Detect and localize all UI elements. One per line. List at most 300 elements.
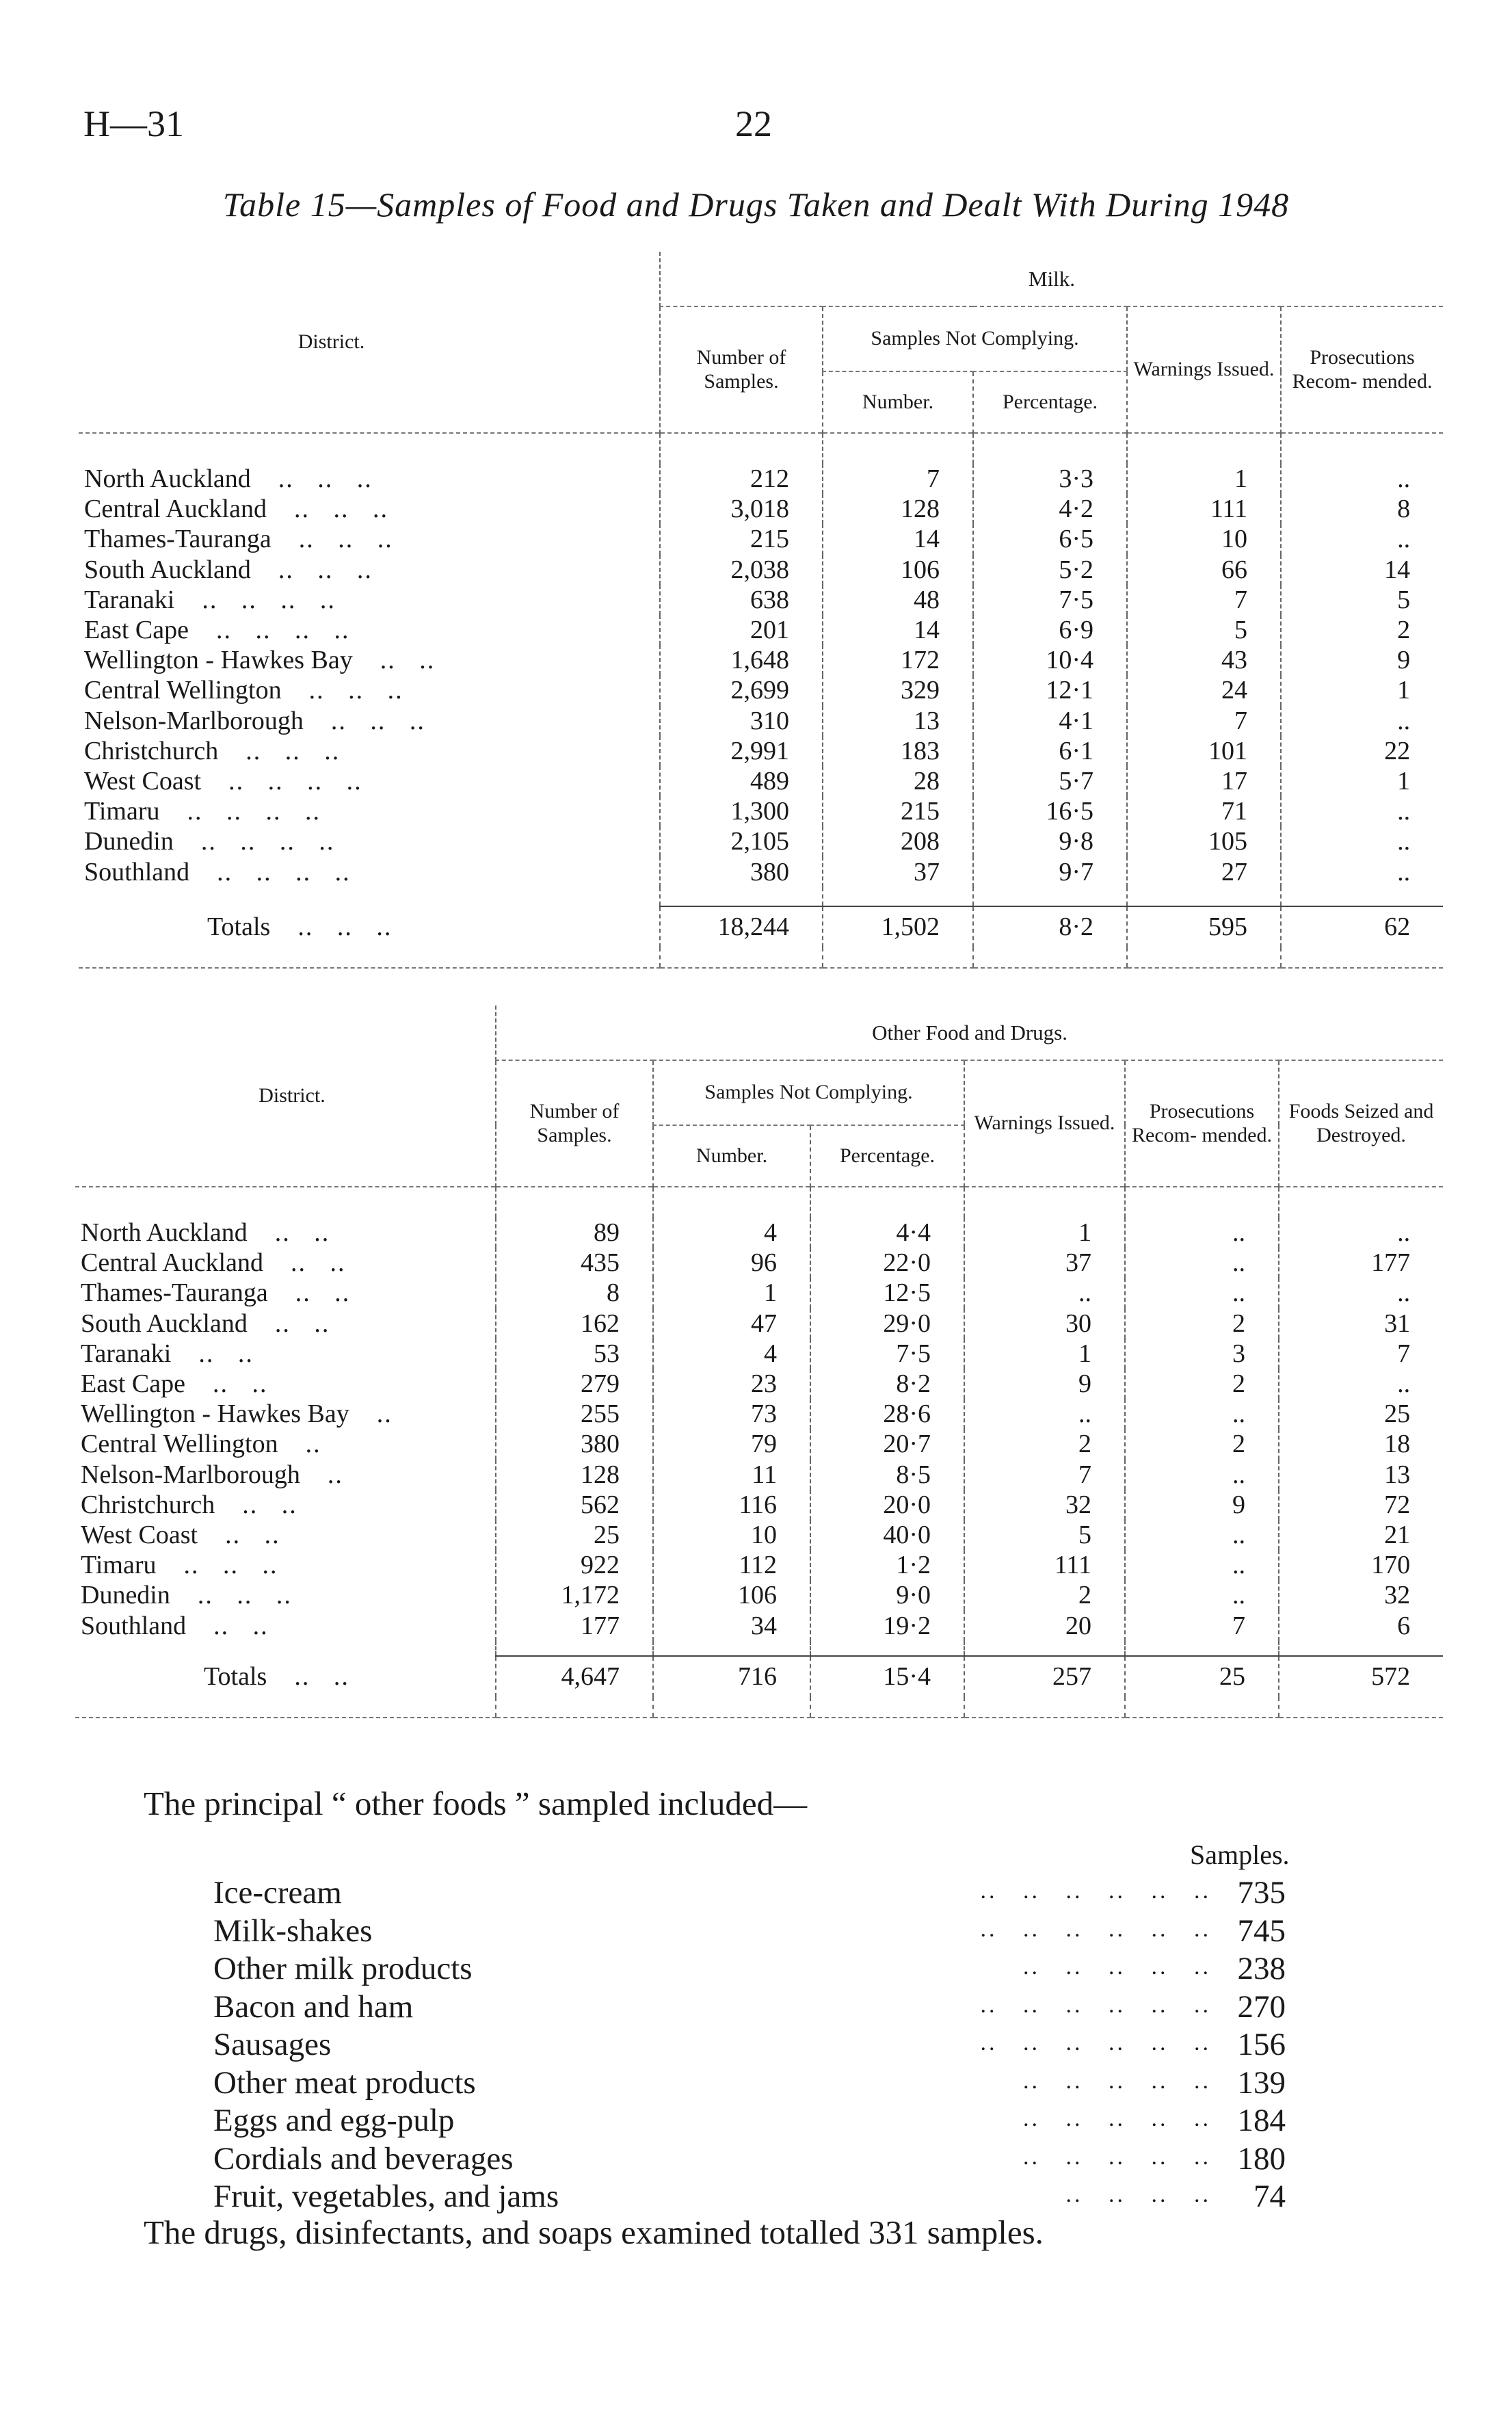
foods-seized-cell: 177 [1279,1248,1443,1278]
prosecutions-cell: 9 [1281,645,1443,675]
district-cell [79,796,660,826]
district-name: Central Auckland [81,1248,263,1278]
leader-dots: .. .. [225,1520,280,1549]
table-row [75,1580,1443,1610]
foods-seized-cell: .. [1279,1369,1443,1399]
leader-dots: .. .. [295,1278,351,1308]
number-cell: 23 [653,1369,810,1399]
district-cell [79,856,660,886]
district-cell [75,1399,496,1429]
foods-seized-cell: 32 [1279,1580,1443,1610]
milk-table-header [79,252,1443,433]
percentage-cell: 1·2 [810,1550,964,1580]
district-name: Timaru [84,797,160,826]
samples-cell: 177 [496,1610,653,1640]
table-row [75,1369,1443,1399]
totals-label: Totals [204,1661,267,1691]
number-cell: 28 [823,766,973,796]
samples-cell: 380 [496,1429,653,1459]
leader-dots: .. .. .. .. [202,585,336,614]
prosecutions-cell: .. [1125,1520,1279,1550]
leader-dots: .. .. .. [278,555,373,584]
leader-dots: .. .. .. .. [217,857,351,886]
foods-seized-cell: 21 [1279,1520,1443,1550]
food-label: Bacon and ham [213,1988,414,2025]
district-name: Southland [84,857,190,886]
table-row [75,1218,1443,1248]
leader-dots: .. .. .. .. .. .. [980,1992,1211,2018]
prosecutions-cell: 2 [1281,615,1443,645]
leader-dots: .. .. [290,1248,346,1278]
warnings-cell: 2 [964,1580,1125,1610]
warnings-cell: .. [964,1278,1125,1308]
district-name: South Auckland [81,1309,248,1338]
district-cell [75,1550,496,1580]
totals-label: Totals [207,912,271,941]
leader-dots: .. .. .. [293,495,388,524]
col-samples-not-complying: Samples Not Complying. [823,306,1127,371]
food-label: Fruit, vegetables, and jams [213,2179,559,2214]
leader-dots: .. .. .. [246,736,341,765]
number-cell: 128 [823,494,973,524]
list-item [0,1913,1512,1950]
warnings-cell: 71 [1127,796,1281,826]
sample-count: 180 [1237,2140,1286,2177]
number-cell: 329 [823,675,973,705]
prosecutions-cell: 1 [1281,766,1443,796]
list-item [0,1988,1512,2026]
district-cell [75,1218,496,1248]
table-row [79,675,1443,705]
district-cell [79,524,660,554]
samples-cell: 1,648 [660,645,823,675]
totals-warnings-cell: 257 [964,1656,1125,1697]
district-cell [75,1369,496,1399]
col-number: Number. [653,1125,810,1187]
leader-dots: .. .. .. .. [216,616,350,645]
table-row [79,796,1443,826]
percentage-cell: 8·5 [810,1460,964,1490]
samples-cell: 3,018 [660,494,823,524]
totals-prosecutions-cell: 62 [1281,906,1443,947]
district-name: Wellington - Hawkes Bay [84,646,353,675]
other-food-table [75,1006,1443,1718]
percentage-cell: 4·4 [810,1218,964,1248]
percentage-cell: 20·0 [810,1490,964,1520]
foods-seized-cell: 170 [1279,1550,1443,1580]
district-cell [75,1429,496,1459]
table-row [79,826,1443,856]
samples-cell: 215 [660,524,823,554]
district-name: Wellington - Hawkes Bay [81,1399,349,1429]
warnings-cell: 30 [964,1309,1125,1339]
warnings-cell: 24 [1127,675,1281,705]
food-label: Eggs and egg-pulp [213,2103,455,2138]
warnings-cell: 7 [1127,585,1281,615]
leader-dots: .. .. .. .. [187,797,321,826]
table-row [79,524,1443,554]
number-cell: 208 [823,826,973,856]
foods-seized-cell: 6 [1279,1610,1443,1640]
foods-seized-cell: 25 [1279,1399,1443,1429]
warnings-cell: 7 [1127,706,1281,736]
totals-percentage-cell: 8·2 [973,906,1127,947]
samples-cell: 380 [660,856,823,886]
prosecutions-cell: .. [1125,1580,1279,1610]
prosecutions-cell: 3 [1125,1339,1279,1369]
table-row [75,1278,1443,1308]
col-samples-not-complying: Samples Not Complying. [653,1060,964,1125]
samples-cell: 1,172 [496,1580,653,1610]
milk-table-body [79,433,1443,968]
sample-count: 238 [1237,1951,1286,1986]
leader-dots: .. .. .. [308,676,403,705]
foods-seized-cell: 7 [1279,1339,1443,1369]
district-name: Central Wellington [84,676,282,705]
warnings-cell: 111 [1127,494,1281,524]
food-label: Ice-cream [213,1875,342,1910]
samples-column-header: Samples. [1190,1839,1290,1870]
samples-cell: 89 [496,1218,653,1248]
totals-row [79,906,1443,947]
samples-cell: 212 [660,464,823,494]
district-cell [75,1656,496,1697]
district-name: Christchurch [81,1490,215,1519]
leader-dots: .. .. .. [297,912,393,941]
prosecutions-cell: .. [1281,524,1443,554]
col-foods-seized: Foods Seized and Destroyed. [1279,1060,1443,1187]
col-number-of-samples: Number of Samples. [496,1060,653,1187]
percentage-cell: 6·1 [973,736,1127,766]
table-caption: Table 15—Samples of Food and Drugs Taken and Dealt With During 1948 [222,185,1290,224]
prosecutions-cell: 14 [1281,555,1443,585]
district-cell [79,826,660,856]
sample-count: 735 [1237,1875,1286,1910]
leader-dots: .. .. .. .. [200,827,335,856]
drugs-summary: The drugs, disinfectants, and soaps examined totalled 331 samples. [144,2213,1044,2251]
prosecutions-cell: .. [1125,1218,1279,1248]
leader-dots: .. [376,1399,393,1429]
percentage-cell: 29·0 [810,1309,964,1339]
leader-dots: .. .. .. .. [228,766,362,796]
warnings-cell: 111 [964,1550,1125,1580]
warnings-cell: 10 [1127,524,1281,554]
number-cell: 4 [653,1339,810,1369]
district-cell [75,1490,496,1520]
number-cell: 37 [823,856,973,886]
samples-cell: 310 [660,706,823,736]
district-name: Thames-Tauranga [81,1278,268,1308]
district-name: North Auckland [81,1218,248,1248]
prosecutions-cell: 8 [1281,494,1443,524]
percentage-cell: 10·4 [973,645,1127,675]
samples-cell: 562 [496,1490,653,1520]
district-name: Central Auckland [84,495,267,524]
district-name: West Coast [81,1520,198,1549]
number-cell: 183 [823,736,973,766]
number-cell: 7 [823,464,973,494]
table-row [75,1460,1443,1490]
number-cell: 73 [653,1399,810,1429]
percentage-cell: 12·1 [973,675,1127,705]
leader-dots: .. .. [213,1369,268,1399]
foods-seized-cell: 31 [1279,1309,1443,1339]
totals-samples-cell: 4,647 [496,1656,653,1697]
district-name: Timaru [81,1551,157,1580]
leader-dots: .. .. [294,1661,349,1691]
samples-cell: 279 [496,1369,653,1399]
sample-count: 270 [1237,1988,1286,2025]
totals-foods-seized-cell: 572 [1279,1656,1443,1697]
table-row [75,1610,1443,1640]
percentage-cell: 5·7 [973,766,1127,796]
district-cell [79,906,660,947]
warnings-cell: 17 [1127,766,1281,796]
warnings-cell: 101 [1127,736,1281,766]
totals-percentage-cell: 15·4 [810,1656,964,1697]
table-row [75,1520,1443,1550]
number-cell: 4 [653,1218,810,1248]
prosecutions-cell: .. [1281,796,1443,826]
district-cell [79,706,660,736]
prosecutions-cell: 22 [1281,736,1443,766]
other-group-title: Other Food and Drugs. [496,1006,1443,1060]
samples-cell: 2,105 [660,826,823,856]
totals-row [75,1656,1443,1697]
table-row [75,1490,1443,1520]
district-cell [75,1580,496,1610]
col-prosecutions: Prosecutions Recom- mended. [1281,306,1443,433]
leader-dots: .. .. [242,1490,297,1519]
table-row [79,494,1443,524]
number-cell: 11 [653,1460,810,1490]
number-cell: 172 [823,645,973,675]
col-district: District. [258,1083,326,1107]
samples-cell: 2,991 [660,736,823,766]
percentage-cell: 40·0 [810,1520,964,1550]
other-table-header [75,1006,1443,1187]
food-label: Sausages [213,2027,332,2062]
percentage-cell: 9·0 [810,1580,964,1610]
leader-dots: .. .. .. .. .. [1023,2144,1211,2170]
leader-dots: .. [305,1430,321,1459]
percentage-cell: 7·5 [973,585,1127,615]
warnings-cell: 9 [964,1369,1125,1399]
district-name: South Auckland [84,555,251,584]
percentage-cell: 19·2 [810,1610,964,1640]
leader-dots: .. .. .. .. [1065,2182,1211,2207]
col-percentage: Percentage. [810,1125,964,1187]
warnings-cell: 20 [964,1610,1125,1640]
samples-cell: 2,699 [660,675,823,705]
col-warnings-issued: Warnings Issued. [1127,306,1281,433]
number-cell: 14 [823,524,973,554]
foods-seized-cell: 18 [1279,1429,1443,1459]
percentage-cell: 8·2 [810,1369,964,1399]
table-row [79,555,1443,585]
number-cell: 1 [653,1278,810,1308]
table-row [79,585,1443,615]
district-name: East Cape [81,1369,186,1399]
list-item [0,2102,1512,2140]
district-cell [75,1278,496,1308]
samples-cell: 162 [496,1309,653,1339]
food-label: Cordials and beverages [213,2140,514,2177]
district-name: West Coast [84,766,202,796]
prosecutions-cell: 7 [1125,1610,1279,1640]
number-cell: 48 [823,585,973,615]
samples-cell: 128 [496,1460,653,1490]
col-prosecutions: Prosecutions Recom- mended. [1125,1060,1279,1187]
number-cell: 215 [823,796,973,826]
leader-dots: .. .. [213,1611,269,1640]
district-cell [75,1460,496,1490]
leader-dots: .. .. .. [278,464,373,494]
totals-warnings-cell: 595 [1127,906,1281,947]
district-cell [79,645,660,675]
leader-dots: .. [327,1460,343,1489]
district-name: Central Wellington [81,1430,278,1459]
number-cell: 96 [653,1248,810,1278]
prosecutions-cell: .. [1281,826,1443,856]
district-cell [79,555,660,585]
leader-dots: .. .. .. [330,706,425,735]
district-name: Southland [81,1611,187,1640]
sample-count: 745 [1237,1913,1286,1949]
district-cell [75,1520,496,1550]
prosecutions-cell: 5 [1281,585,1443,615]
samples-cell: 255 [496,1399,653,1429]
table-row [79,645,1443,675]
leader-dots: .. .. .. .. .. .. [980,2030,1211,2055]
percentage-cell: 22·0 [810,1248,964,1278]
percentage-cell: 20·7 [810,1429,964,1459]
percentage-cell: 28·6 [810,1399,964,1429]
other-foods-intro: The principal “ other foods ” sampled included— [144,1785,808,1822]
sample-count: 184 [1237,2103,1286,2138]
table-row [79,736,1443,766]
samples-cell: 2,038 [660,555,823,585]
district-name: Dunedin [81,1581,170,1610]
district-name: Taranaki [81,1339,172,1368]
totals-number-cell: 716 [653,1656,810,1697]
food-label: Milk-shakes [213,1913,373,1949]
district-cell [75,1339,496,1369]
district-cell [79,494,660,524]
samples-cell: 201 [660,615,823,645]
table-row [75,1399,1443,1429]
prosecutions-cell: 2 [1125,1369,1279,1399]
percentage-cell: 4·2 [973,494,1127,524]
samples-cell: 25 [496,1520,653,1550]
number-cell: 47 [653,1309,810,1339]
number-cell: 112 [653,1550,810,1580]
table-row [79,706,1443,736]
number-cell: 79 [653,1429,810,1459]
prosecutions-cell: 2 [1125,1429,1279,1459]
warnings-cell: 5 [1127,615,1281,645]
district-name: Taranaki [84,585,175,614]
prosecutions-cell: .. [1281,464,1443,494]
sample-count: 74 [1254,2179,1286,2214]
col-district: District. [297,330,365,353]
warnings-cell: 1 [1127,464,1281,494]
table-row [79,856,1443,886]
warnings-cell: 66 [1127,555,1281,585]
totals-number-cell: 1,502 [823,906,973,947]
district-cell [75,1610,496,1640]
food-label: Other meat products [213,2064,476,2101]
percentage-cell: 12·5 [810,1278,964,1308]
warnings-cell: 2 [964,1429,1125,1459]
prosecutions-cell: 2 [1125,1309,1279,1339]
leader-dots: .. .. .. .. .. [1023,2068,1211,2094]
district-name: Thames-Tauranga [84,525,271,554]
list-item [0,1874,1512,1912]
district-name: Nelson-Marlborough [81,1460,300,1489]
warnings-cell: 105 [1127,826,1281,856]
sample-count: 139 [1237,2064,1286,2101]
table-row [75,1248,1443,1278]
percentage-cell: 9·7 [973,856,1127,886]
samples-cell: 435 [496,1248,653,1278]
district-cell [79,766,660,796]
totals-samples-cell: 18,244 [660,906,823,947]
percentage-cell: 6·9 [973,615,1127,645]
foods-seized-cell: 13 [1279,1460,1443,1490]
document-code: H—31 [83,103,184,144]
warnings-cell: 27 [1127,856,1281,886]
leader-dots: .. .. [380,646,436,675]
warnings-cell: 32 [964,1490,1125,1520]
list-item [0,2026,1512,2064]
leader-dots: .. .. .. .. .. [1023,2106,1211,2131]
leader-dots: .. .. [274,1309,330,1338]
warnings-cell: 5 [964,1520,1125,1550]
district-name: Nelson-Marlborough [84,706,304,735]
list-item [0,2140,1512,2178]
col-number: Number. [823,371,973,433]
samples-cell: 638 [660,585,823,615]
table-row [79,615,1443,645]
samples-cell: 53 [496,1339,653,1369]
leader-dots: .. .. .. .. .. .. [980,1916,1211,1942]
district-name: East Cape [84,616,189,645]
milk-table [79,252,1443,969]
table-row [75,1309,1443,1339]
number-cell: 13 [823,706,973,736]
percentage-cell: 3·3 [973,464,1127,494]
district-cell [79,585,660,615]
district-name: North Auckland [84,464,251,494]
warnings-cell: 37 [964,1248,1125,1278]
other-table-body [75,1187,1443,1718]
prosecutions-cell: .. [1281,706,1443,736]
district-cell [79,675,660,705]
prosecutions-cell: .. [1281,856,1443,886]
col-warnings-issued: Warnings Issued. [964,1060,1125,1187]
percentage-cell: 6·5 [973,524,1127,554]
district-cell [75,1248,496,1278]
samples-cell: 922 [496,1550,653,1580]
warnings-cell: .. [964,1399,1125,1429]
number-cell: 106 [653,1580,810,1610]
samples-cell: 489 [660,766,823,796]
food-label: Other milk products [213,1951,473,1986]
leader-dots: .. .. [198,1339,254,1368]
samples-cell: 1,300 [660,796,823,826]
number-cell: 116 [653,1490,810,1520]
